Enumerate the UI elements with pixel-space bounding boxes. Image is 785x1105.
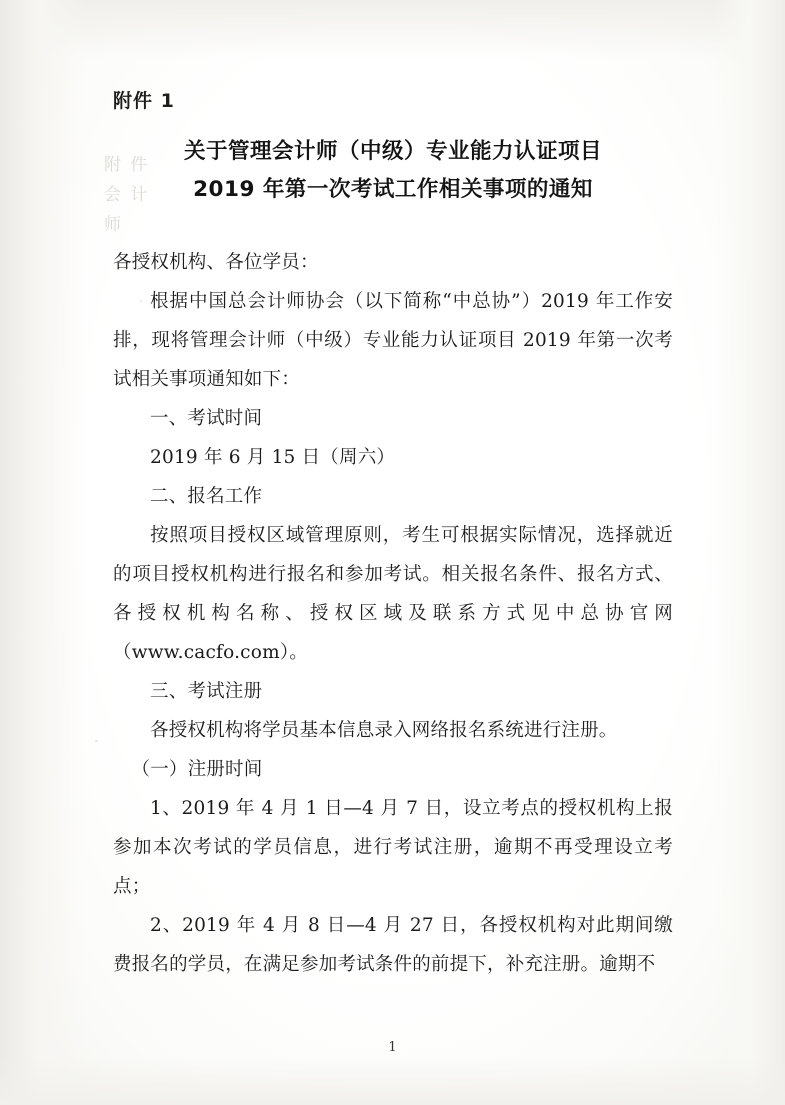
body-text: [113, 243, 673, 984]
attachment-label: 附件 1: [113, 90, 175, 112]
page-number: 1: [388, 1040, 397, 1055]
scan-shadow-right: [715, 0, 785, 1105]
paragraph-registration-detail: 按照项目授权区域管理原则，考生可根据实际情况，选择就近的项目授权机构进行报名和参加考试。相关报名条件、报名方式、各授权机构名称、授权区域及联系方式见中总协官网（www.cacfo.com）。: [113, 525, 673, 663]
title-line-2: 2019 年第一次考试工作相关事项的通知: [193, 177, 593, 202]
page-title: [113, 133, 673, 209]
salutation: 各授权机构、各位学员：: [113, 252, 319, 273]
document-body: [113, 86, 673, 984]
heading-exam-time: 一、考试时间: [150, 408, 263, 429]
scan-shadow-bottom: [0, 1055, 785, 1105]
paragraph-enrollment-detail: 各授权机构将学员基本信息录入网络报名系统进行注册。: [150, 720, 618, 741]
title-line-1: 关于管理会计师（中级）专业能力认证项目: [183, 139, 602, 164]
exam-date: 2019 年 6 月 15 日（周六）: [150, 447, 396, 468]
paragraph-item-2: 2、2019 年 4 月 8 日—4 月 27 日，各授权机构对此期间缴费报名的学员，在满足参加考试条件的前提下，补充注册。逾期不: [113, 915, 673, 975]
paragraph-intro: 根据中国总会计师协会（以下简称“中总协”）2019 年工作安排，现将管理会计师（中级）专业能力认证项目 2019 年第一次考试相关事项通知如下：: [113, 291, 673, 390]
paragraph-item-1: 1、2019 年 4 月 1 日—4 月 7 日，设立考点的授权机构上报参加本次考试的学员信息，进行考试注册，逾期不再受理设立考点；: [113, 798, 673, 897]
scan-speckle: [95, 740, 98, 742]
bleed-through-marks: 附 件 会 计 师: [104, 155, 150, 235]
subheading-enrollment-time: （一）注册时间: [131, 759, 263, 780]
scan-shadow-top: [0, 0, 785, 60]
scan-shadow-left: [0, 0, 86, 1105]
heading-registration-work: 二、报名工作: [150, 486, 263, 507]
title-spacer: [113, 209, 673, 243]
heading-exam-enrollment: 三、考试注册: [150, 681, 263, 702]
